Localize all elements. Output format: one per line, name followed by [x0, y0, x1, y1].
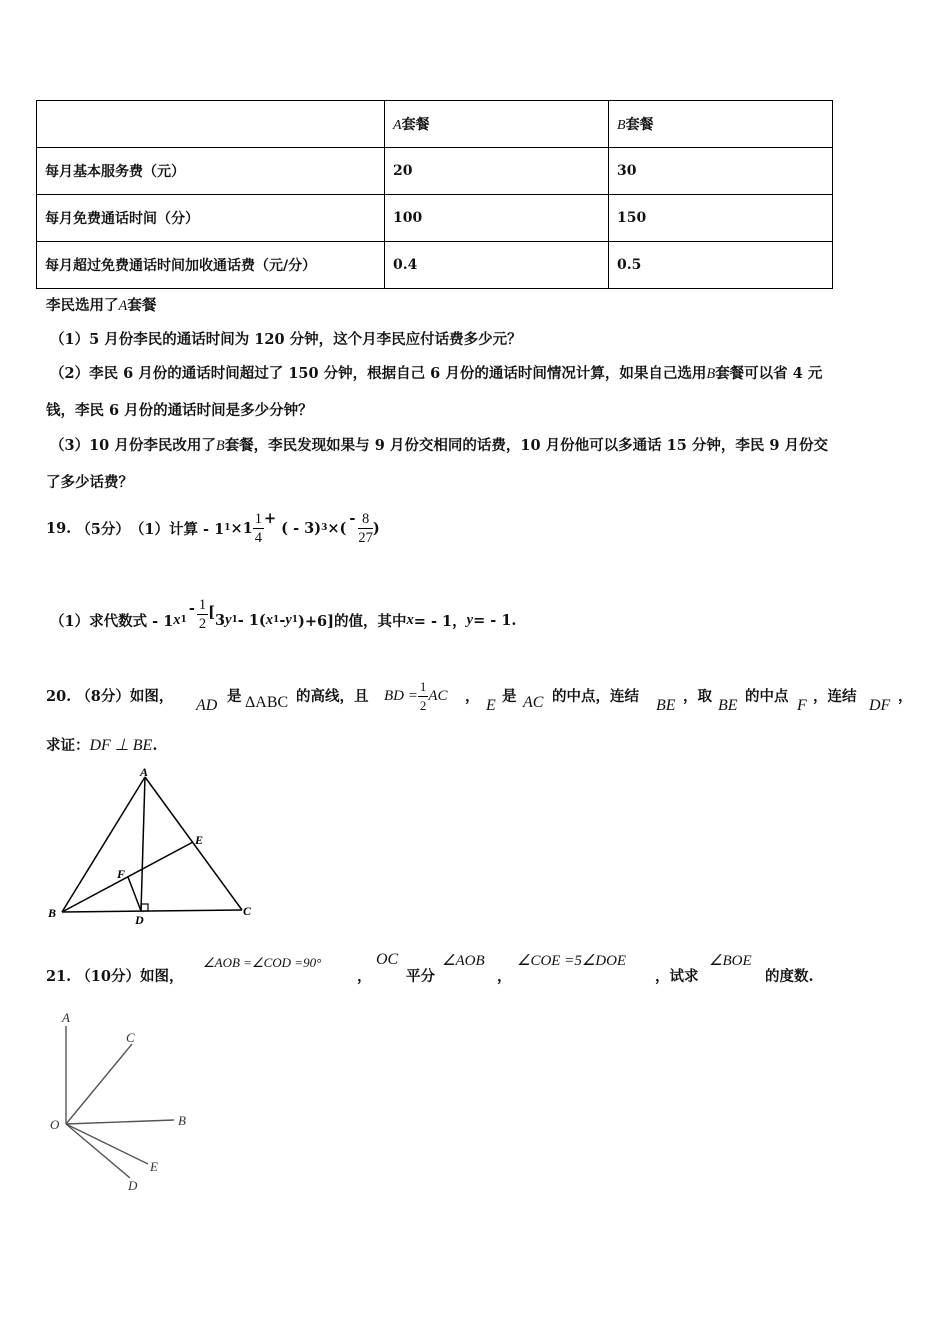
q21-aob: ∠AOB: [442, 953, 485, 969]
label-a: A: [62, 1010, 70, 1025]
q18-part3-post: 套餐，李民发现如果与 9 月份交相同的话费，10 月份他可以多通话 15 分钟，李民 9 月份交: [224, 437, 829, 454]
q19-part2-exp4: 1: [291, 615, 299, 625]
q18-part3: [50, 434, 828, 455]
q19-plus: +: [263, 509, 277, 527]
q21-oc: OC: [376, 951, 399, 968]
q20-BE2: BE: [718, 697, 738, 714]
q20-AD: AD: [196, 697, 218, 714]
q19-close: ): [372, 519, 380, 537]
q20-ac: AC: [428, 687, 448, 704]
plan-b-letter: B: [617, 118, 626, 133]
row-label: 每月基本服务费（元）: [37, 148, 385, 195]
frac-numerator: 1: [418, 678, 429, 697]
label-c: C: [243, 904, 252, 918]
q19-part2-x: x: [173, 611, 181, 628]
q20-is2: 是: [502, 688, 517, 705]
q20-triangle-figure: [40, 762, 265, 930]
q19-part2-y2: y: [285, 611, 292, 628]
table-header-row: [37, 101, 833, 148]
edge-ab: [62, 777, 145, 912]
q18-part2: [50, 362, 822, 383]
q20-DF: DF: [869, 697, 891, 714]
plan-comparison-table: [36, 100, 833, 289]
row-label: 每月免费通话时间（分）: [37, 195, 385, 242]
q19-part2-yv: y: [466, 611, 474, 628]
q19-part2-eq1: = - 1，: [413, 612, 467, 630]
q20-bd: BD =: [384, 687, 418, 704]
q21-angle-eq: ∠AOB =∠COD =90°: [203, 955, 322, 970]
segment-df: [128, 877, 141, 911]
ray-oc: [66, 1044, 132, 1124]
row-value-b: 150: [609, 195, 833, 242]
q19-part2-bracket: [: [208, 603, 215, 621]
q19-fraction-8-27: [358, 510, 373, 547]
q18-part2-line2: 钱，李民 6 月份的通话时间是多少分钟？: [46, 402, 313, 419]
frac-denominator: 27: [358, 529, 373, 546]
q19-part2-exp1: 1: [180, 615, 187, 625]
label-o: O: [50, 1117, 60, 1132]
q20-bd-equation: [384, 674, 448, 718]
table-header-plan-a: [385, 101, 609, 148]
q20-mid2: 的中点: [745, 688, 789, 705]
label-e: E: [150, 1159, 158, 1174]
q18-part3-line2: 了多少话费？: [46, 474, 133, 491]
row-label: 每月超过免费通话时间加收通话费（元/分）: [37, 242, 385, 289]
frac-numerator: 8: [358, 510, 373, 529]
q21-number-score: [46, 965, 183, 986]
table-row: [37, 148, 833, 195]
q19-part2-eq2: = - 1.: [473, 611, 517, 629]
label-d: D: [135, 913, 144, 927]
q20-connect: ，连结: [813, 688, 857, 705]
frac-numerator: 1: [254, 510, 262, 527]
frac-denominator: 4: [254, 529, 262, 546]
label-f: F: [117, 867, 126, 881]
q20-score: （8分）如图，: [76, 688, 174, 705]
q21-score: （10分）如图，: [76, 968, 184, 985]
edge-bc: [62, 910, 242, 912]
q19-part2: [50, 592, 516, 648]
q19-fraction-1-4: [253, 510, 264, 547]
row-value-a: 20: [385, 148, 609, 195]
q18-part1: （1）5 月份李民的通话时间为 120 分钟，这个月李民应付话费多少元？: [50, 331, 522, 348]
q20-E: E: [486, 697, 496, 714]
q19-part2-x2: x: [265, 611, 274, 628]
q21-coe: ∠COE =5∠DOE: [517, 953, 627, 969]
label-b: B: [48, 906, 57, 920]
q21-ask: ，试求: [655, 968, 699, 985]
table-header-plan-b: [609, 101, 833, 148]
frac-numerator: 1: [198, 596, 207, 613]
q20-BE: BE: [656, 697, 676, 714]
q19-times2: ×(: [327, 519, 347, 537]
label-e: E: [195, 833, 204, 847]
q19-fraction-1-2: [197, 596, 208, 633]
q20-height-text: 的高线，且: [296, 688, 369, 705]
q20-AC2: AC: [523, 694, 544, 711]
q18-intro-post: 套餐: [127, 297, 157, 314]
q21-degrees: 的度数.: [765, 968, 814, 985]
q18-part3-letter: B: [215, 438, 225, 454]
q18-part3-pre: （3）10 月份李民改用了: [50, 437, 216, 454]
q19-exp2: 3: [321, 523, 328, 533]
q19-times: ×1: [230, 519, 253, 537]
row-value-a: 100: [385, 195, 609, 242]
q21-comma1: ，: [357, 968, 372, 985]
row-value-b: 30: [609, 148, 833, 195]
q20-prove-label: 求证：: [46, 737, 90, 754]
q21-bisect: 平分: [406, 968, 435, 985]
q19-part2-body2: - 1(: [237, 611, 266, 629]
q21-comma2: ，: [497, 968, 512, 985]
q20-is: 是: [227, 688, 242, 705]
q20-take: ，取: [683, 688, 712, 705]
q19-part2-y: y: [225, 611, 232, 628]
q19-part2-minus: -: [188, 599, 195, 617]
q20-midpoint-text: 的中点，连结: [552, 688, 639, 705]
q21-number: 21.: [46, 968, 72, 985]
segment-be: [62, 842, 193, 912]
q19-part2-body3: -: [279, 611, 286, 629]
q20-triangle: ΔABC: [245, 694, 289, 711]
frac-denominator: 2: [419, 697, 427, 713]
q19-part2-exp3: 1: [273, 615, 280, 625]
q19-part2-body1: 3: [214, 611, 226, 629]
q18-intro: [46, 294, 156, 315]
q20-prove: [46, 734, 157, 755]
q19-part2-exp2: 1: [231, 615, 238, 625]
q19-part2-label: （1）求代数式 - 1: [50, 612, 174, 630]
plan-b-suffix: 套餐: [625, 117, 654, 133]
q18-intro-letter: A: [118, 298, 128, 314]
row-value-a: 0.4: [385, 242, 609, 289]
q20-F: F: [797, 697, 807, 714]
q19-neg: -: [349, 509, 356, 527]
q18-part2-letter: B: [706, 366, 716, 382]
label-b: B: [178, 1113, 186, 1128]
q21-boe: ∠BOE: [709, 953, 752, 969]
right-angle-mark: [141, 904, 148, 911]
q19-score: （5分）: [76, 520, 130, 538]
row-value-b: 0.5: [609, 242, 833, 289]
q19-part2-xv: x: [406, 611, 414, 628]
q18-part2-pre: （2）李民 6 月份的通话时间超过了 150 分钟，根据自己 6 月份的通话时间情况计算，如果自己选用: [50, 365, 707, 382]
q21-angle-figure: [44, 1008, 204, 1198]
altitude-ad: [141, 777, 145, 911]
q19-exp1: 1: [224, 523, 231, 533]
label-c: C: [126, 1030, 135, 1045]
q20-prove-expr: DF ⊥ BE: [89, 737, 153, 754]
q20-fraction-1-2: [418, 678, 429, 715]
q20-number: 20.: [46, 688, 72, 705]
plan-a-suffix: 套餐: [401, 117, 430, 133]
q19-part1-label: （1）计算 - 1: [129, 520, 225, 538]
table-row: [37, 195, 833, 242]
q18-intro-pre: 李民选用了: [46, 297, 119, 314]
q19-mid: ( - 3): [281, 519, 322, 537]
q19-part1: [46, 505, 380, 551]
q18-part2-post: 套餐可以省 4 元: [715, 365, 823, 382]
table-row: [37, 242, 833, 289]
plan-a-letter: A: [393, 118, 402, 133]
edge-ac: [145, 777, 242, 910]
q19-part2-body4: )+6]的值，其中: [298, 612, 407, 630]
q20-number-score: [46, 685, 173, 706]
label-a: A: [140, 765, 149, 779]
ray-ob: [66, 1120, 174, 1124]
q20-prove-end: .: [152, 737, 158, 754]
table-header-empty: [37, 101, 385, 148]
q19-number: 19.: [46, 519, 72, 537]
q20-comma: ，: [465, 688, 480, 705]
label-d: D: [128, 1178, 138, 1193]
frac-denominator: 2: [198, 615, 207, 632]
q20-end: ，: [898, 688, 913, 705]
